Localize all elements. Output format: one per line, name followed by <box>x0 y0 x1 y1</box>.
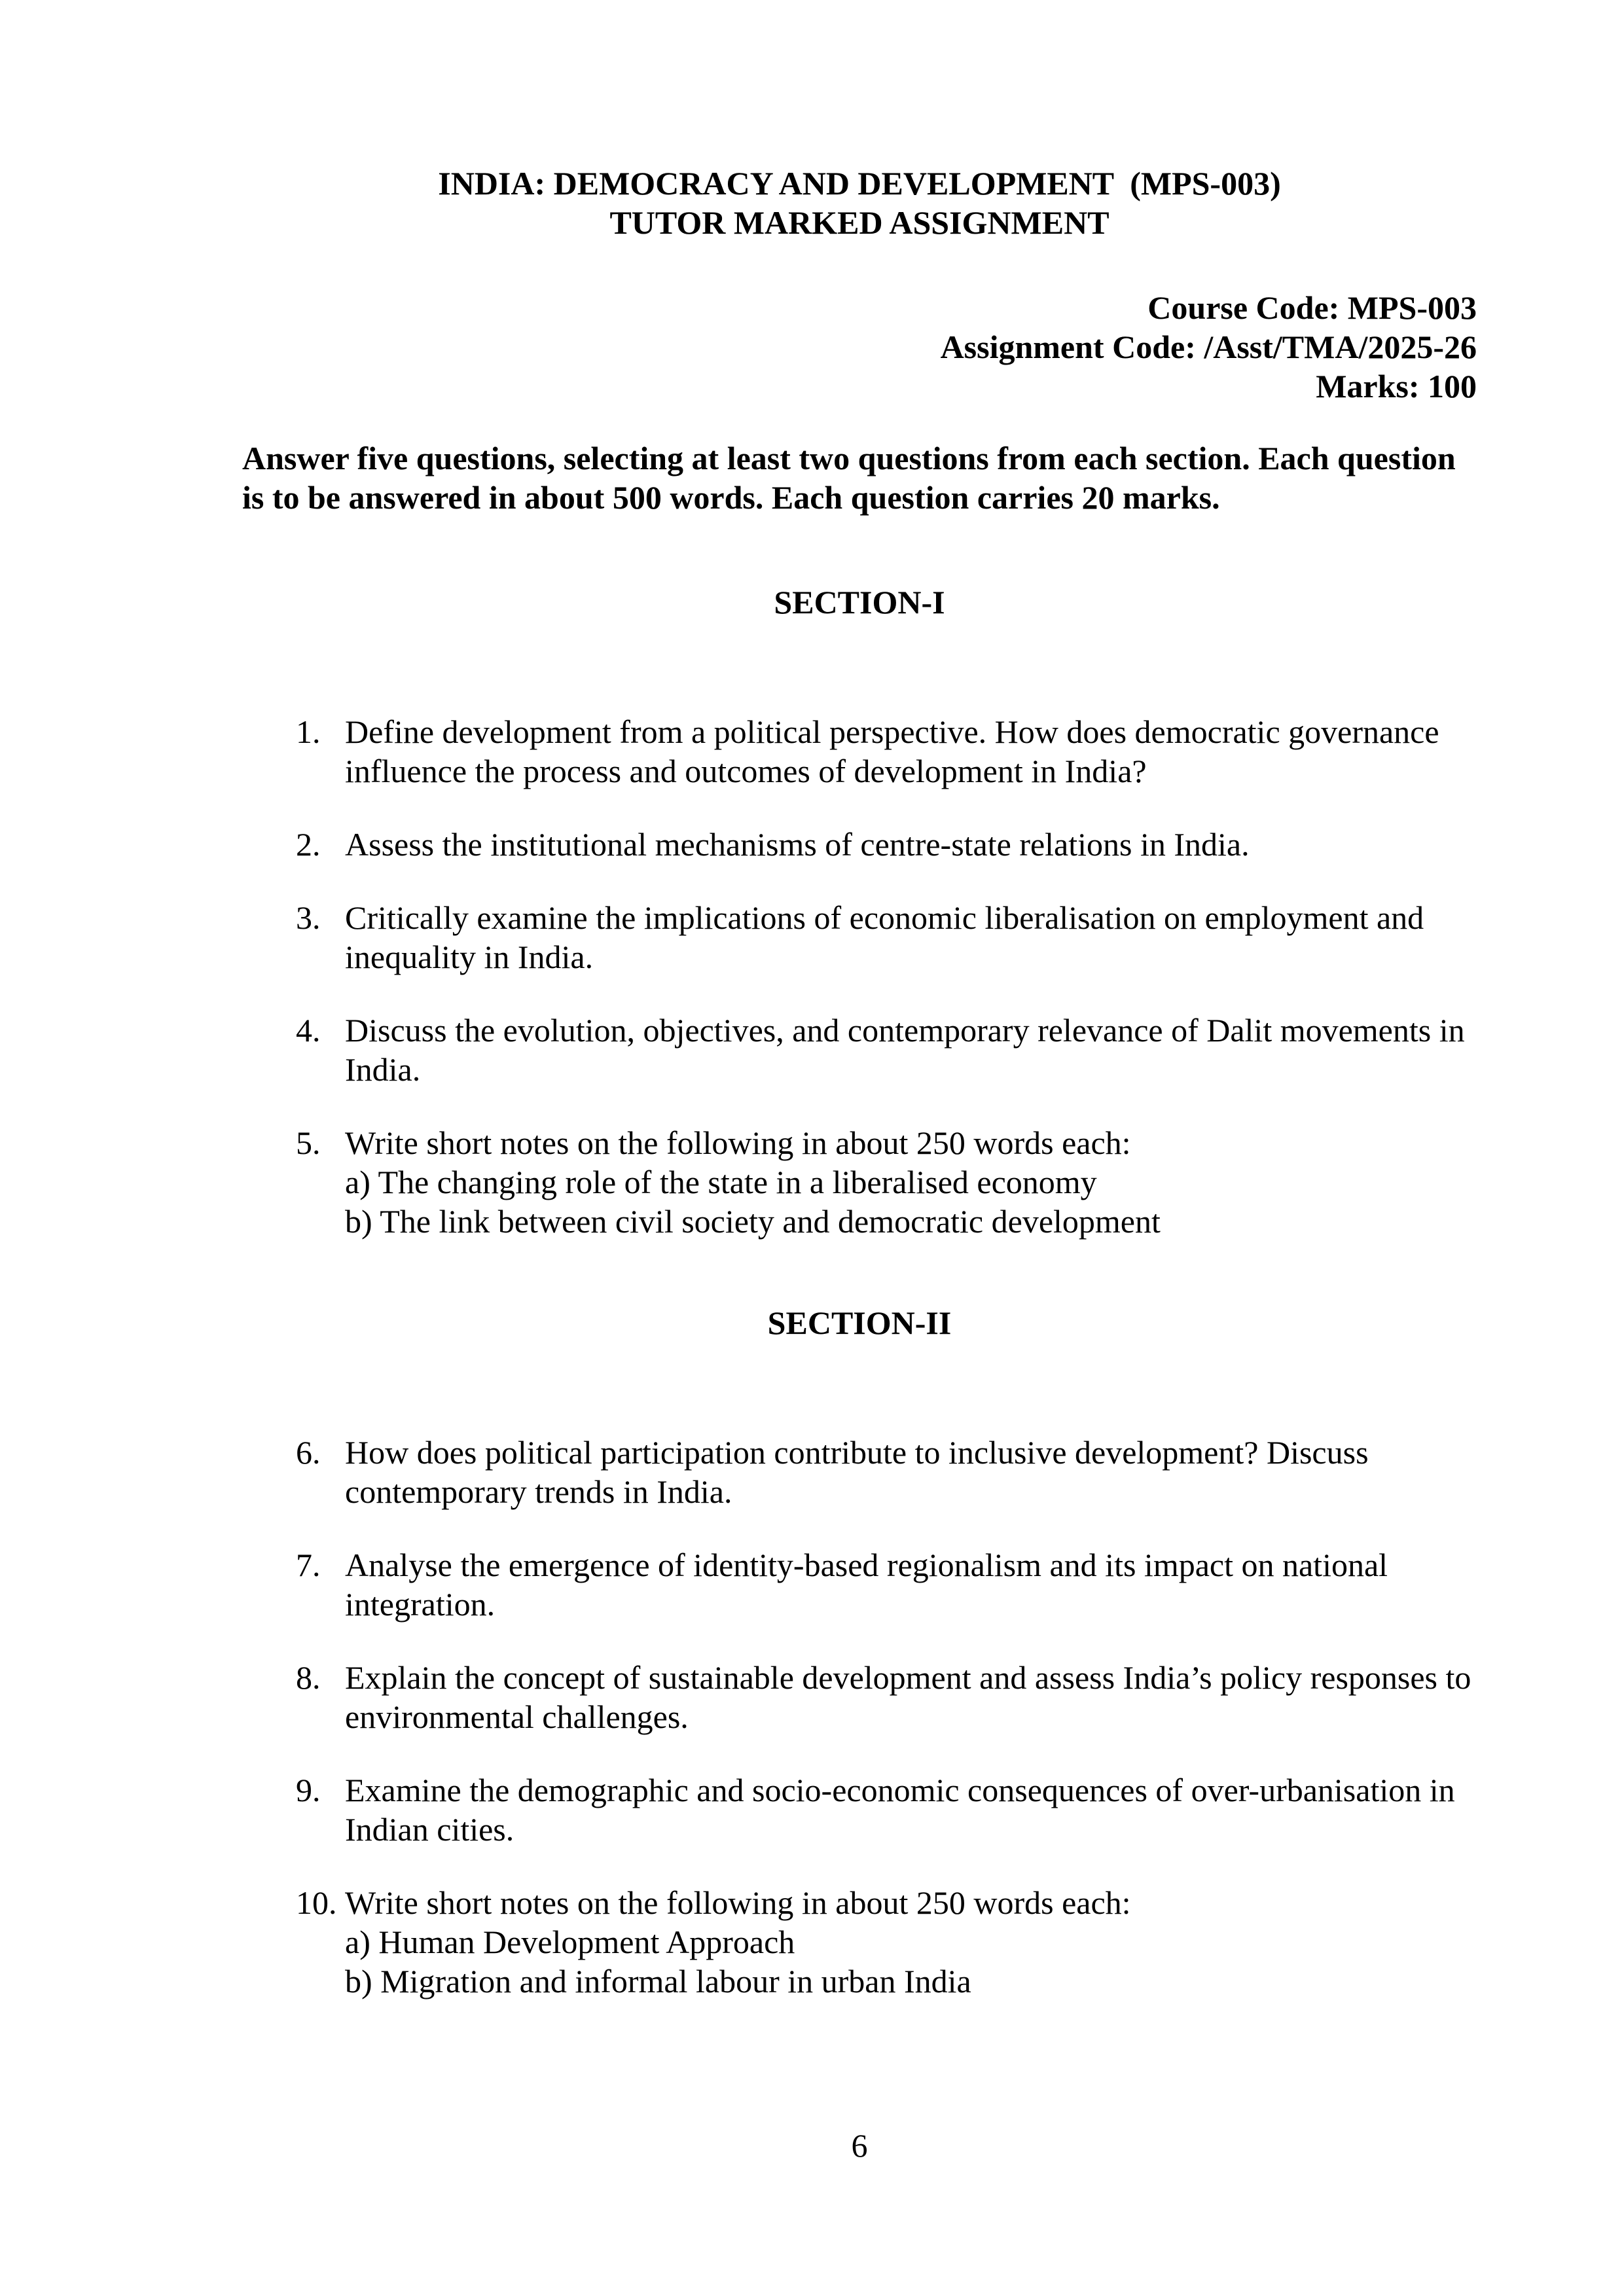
question-10-subitem-b: b) Migration and informal labour in urban India <box>345 1963 971 2000</box>
question-10-text: Write short notes on the following in about 250 words each: <box>345 1884 1131 1921</box>
question-1-number: 1. <box>296 713 321 750</box>
question-6-number: 6. <box>296 1434 321 1471</box>
question-7 <box>296 1545 1477 1624</box>
page-number: 6 <box>851 2127 868 2164</box>
question-1-text: Define development from a political perspective. How does democratic governance influence the process and outcomes of development in India? <box>345 713 1439 789</box>
question-9 <box>296 1770 1477 1849</box>
question-4 <box>296 1011 1477 1089</box>
question-5-number: 5. <box>296 1124 321 1161</box>
question-4-number: 4. <box>296 1012 321 1049</box>
course-code: Course Code: MPS-003 <box>1147 289 1477 326</box>
question-10-number: 10. <box>296 1884 337 1921</box>
question-9-text: Examine the demographic and socio-economic consequences of over-urbanisation in Indian cities. <box>345 1772 1455 1848</box>
marks: Marks: 100 <box>1316 368 1477 404</box>
question-6-text: How does political participation contribute to inclusive development? Discuss contemporary trends in India. <box>345 1434 1369 1510</box>
section-1-questions <box>296 712 1477 1241</box>
document-content <box>242 164 1477 2001</box>
question-9-number: 9. <box>296 1772 321 1808</box>
section-2-questions <box>296 1433 1477 2001</box>
assignment-code: Assignment Code: /Asst/TMA/2025-26 <box>940 329 1477 365</box>
question-5-subitem-a: a) The changing role of the state in a liberalised economy <box>345 1164 1097 1200</box>
question-2 <box>296 825 1477 864</box>
question-2-number: 2. <box>296 826 321 863</box>
assignment-title: INDIA: DEMOCRACY AND DEVELOPMENT (MPS-003) <box>438 165 1281 202</box>
question-7-text: Analyse the emergence of identity-based regionalism and its impact on national integration. <box>345 1547 1388 1623</box>
question-5-body <box>345 1123 1477 1241</box>
instructions: Answer five questions, selecting at least two questions from each section. Each question is to be answered in about 500 words. Each question carries 20 marks. <box>242 440 1456 516</box>
question-5 <box>296 1123 1477 1241</box>
assignment-subtitle: TUTOR MARKED ASSIGNMENT <box>609 204 1110 241</box>
section-2-heading: SECTION-II <box>767 1304 952 1341</box>
title-block <box>242 164 1477 242</box>
question-4 <box>345 1011 1477 1089</box>
question-5-subitem-b: b) The link between civil society and democratic development <box>345 1203 1161 1240</box>
question-3-number: 3. <box>296 899 321 936</box>
question-3 <box>296 898 1477 977</box>
question-5-text: Write short notes on the following in about 250 words each: <box>345 1124 1131 1161</box>
question-8-number: 8. <box>296 1659 321 1696</box>
question-3-text: Critically examine the implications of economic liberalisation on employment and inequality in India. <box>345 899 1424 975</box>
question-8-text: Explain the concept of sustainable development and assess India’s policy responses to environmental challenges. <box>345 1659 1471 1735</box>
question-2-text: Assess the institutional mechanisms of centre-state relations in India. <box>345 826 1250 863</box>
question-6 <box>296 1433 1477 1511</box>
question-1 <box>296 712 1477 791</box>
question-8 <box>296 1658 1477 1736</box>
question-7-number: 7. <box>296 1547 321 1583</box>
codes-block <box>242 288 1477 406</box>
section-1-heading: SECTION-I <box>774 584 945 620</box>
question-10 <box>296 1883 1477 2001</box>
question-10-body <box>345 1883 1477 2001</box>
question-4-text: Discuss the evolution, objectives, and contemporary relevance of Dalit movements in India. <box>345 1012 1465 1088</box>
question-10-subitem-a: a) Human Development Approach <box>345 1924 795 1960</box>
